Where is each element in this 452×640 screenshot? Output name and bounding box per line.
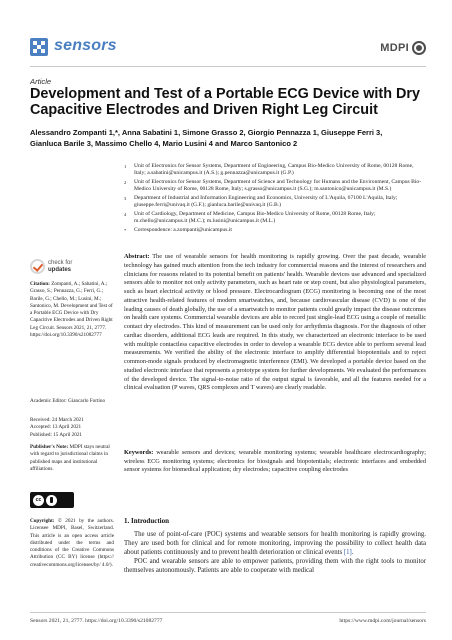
introduction-heading: 1. Introduction — [124, 517, 169, 525]
affiliation-number: 4 — [124, 212, 127, 217]
footer-journal-url[interactable]: https://www.mdpi.com/journal/sensors — [339, 618, 426, 624]
affiliation-item — [124, 211, 426, 226]
author-line-2 — [30, 139, 428, 150]
author-names-line-1: Alessandro Zompanti 1,*, Anna Sabatini 1, Simone Grasso 2, Giorgio Pennazza 1, Giuseppe Ferri 3, — [30, 128, 383, 137]
affiliation-text: Unit of Electronics for Sensor Systems, Department of Engineering, Campus Bio-Medico University of Rome, 00128 Rome, Italy; a.sabatini@unicampus.it (A.S.); g.pennazza@unicampus.it (G.P.) — [134, 163, 414, 177]
abstract — [124, 253, 426, 393]
author-names-line-2: Gianluca Barile 3, Massimo Chello 4, Mario Lusini 4 and Marco Santonico 2 — [30, 138, 298, 148]
copyright-label: Copyright: — [30, 518, 55, 524]
abstract-label: Abstract: — [124, 253, 150, 260]
affiliation-number: 1 — [124, 164, 127, 169]
header-divider — [30, 66, 426, 67]
affiliations — [124, 163, 426, 236]
journal-header — [30, 36, 426, 62]
correspondence-email[interactable]: Correspondence: a.zompanti@unicampus.it — [134, 227, 232, 233]
publisher-note-label: Publisher's Note: — [30, 444, 69, 450]
keywords-label: Keywords: — [124, 449, 154, 456]
affiliation-text: Unit of Electronics for Sensor Systems, Department of Science and Technology for Humans and the Environment, Campus Bio-Medico University of Rome, 00128 Rome, Italy; s.grasso@unicampus.it (S.G.); m.santonico@unicampus.it (M.S.) — [134, 179, 422, 193]
introduction-paragraph-2: POC and wearable sensors are able to empower patients, providing them with the right tools to monitor themselves autonomously. Patients are able to cooperate with medical — [124, 557, 426, 574]
publisher-note-text: MDPI stays neutral with regard to jurisdictional claims in published maps and institutional affiliations. — [30, 444, 110, 472]
footer-divider — [30, 612, 426, 613]
affiliation-number: 3 — [124, 196, 127, 201]
author-list — [30, 128, 428, 149]
affiliation-number: 2 — [124, 180, 127, 185]
copyright-block — [30, 518, 114, 569]
author-line-1 — [30, 128, 428, 139]
affiliation-text: Department of Industrial and Information Engineering and Economics, University of L'Aquila, 67100 L'Aquila, Italy; giuseppe.ferri@univaq.it (G.F.); gianluca.barile@univaq.it (G.B.) — [134, 195, 398, 209]
academic-editor: Academic Editor: Giancarlo Fortino — [30, 398, 106, 404]
publisher-logo[interactable] — [380, 39, 426, 56]
journal-name[interactable]: sensors — [54, 37, 117, 54]
citation-text[interactable]: Zompanti, A.; Sabatini, A.; Grasso, S.; Pennazza, G.; Ferri, G.; Barile, G.; Chello, M.; Lusini, M.; Santonico, M. Development and Test of a Portable ECG Device with Dry Capacitive Electrodes and Driven Right Leg Circuit. Sensors 2021, 21, 2777. https://doi.org/10.3390/s21082777 — [30, 281, 113, 339]
sensors-logo-icon — [30, 38, 48, 56]
received-date: Received: 24 March 2021 — [30, 417, 84, 423]
check-updates-label: check for updates — [48, 260, 73, 273]
footer-citation[interactable]: Sensors 2021, 21, 2777. https://doi.org/10.3390/s21082777 — [30, 618, 163, 624]
abstract-text: The use of wearable sensors for health monitoring is rapidly growing. Over the past decade, wearable technology has gained much attention from the tech industry for commercial reasons and the interest of researchers and clinicians for reasons related to its potential benefit on patients' health. Wearable devices use advanced and specialized sensors able to monitor not only activity parameters, such as heart rate or step count, but also physiological parameters, such as heart electrical activity or blood pressure. Electrocardiogram (ECG) monitoring is becoming one of the most attractive health-related features of modern smartwatches, and, because cardiovascular disease (CVD) is one of the leading causes of death globally, the use of a smartwatch to monitor patients could greatly impact the disease outcomes on health care systems. Commercial wearable devices are able to record just single-lead ECG using a couple of metallic contact dry electrodes. This kind of measurement can be used only for arrhythmia diagnosis. For the diagnosis of other cardiac disorders, additional ECG leads are required. In this study, we characterized an electronic interface to be used with multiple contactless capacitive electrodes in order to develop a wearable ECG device able to perform several lead measurements. We verified the ability of the electronic interface to amplify differential biopotentials and to reject common-mode signals produced by electromagnetic interference (EMI). We developed a portable device based on the studied electronic interface that represents a prototype system for further developments. We evaluated the performances of the developed device. The signal-to-noise ratio of the output signal is favorable, and all the features needed for a clinical evaluation (P waves, QRS complexes and T waves) are clearly readable. — [124, 253, 427, 392]
affiliation-item — [124, 195, 426, 210]
correspondence-mark: * — [124, 228, 127, 233]
citation-label: Citation: — [30, 281, 50, 287]
check-updates-icon — [30, 259, 45, 274]
publisher-name: MDPI — [380, 41, 409, 54]
check-for-updates-button[interactable] — [30, 257, 90, 276]
affiliation-item — [124, 179, 426, 194]
correspondence — [124, 227, 426, 234]
introduction-paragraph-1: The use of point-of-care (POC) systems and wearable sensors for health monitoring is rapidly growing. They are used both for clinical and for remote monitoring, improving the possibility to collect health data about patients continuously and to prevent health deterioration or clinical events [1]. — [124, 531, 426, 556]
citation-block — [30, 281, 114, 339]
keywords — [124, 449, 426, 475]
cc-by-license-badge[interactable] — [30, 492, 74, 508]
accepted-date: Accepted: 13 April 2021 — [30, 424, 82, 431]
article-type: Article — [30, 77, 52, 86]
attribution-icon — [46, 495, 57, 506]
cc-icon: cc — [33, 495, 44, 506]
article-title: Development and Test of a Portable ECG Device with Dry Capacitive Electrodes and Driven Right Leg Circuit — [30, 86, 420, 119]
published-date: Published: 15 April 2021 — [30, 431, 83, 438]
affiliation-text: Unit of Cardiology, Department of Medicine, Campus Bio-Medico University of Rome, 00128 Rome, Italy; m.chello@unicampus.it (M.C.); m.lusini@unicampus.it (M.L.) — [134, 211, 376, 225]
publisher-note — [30, 444, 114, 473]
reference-link[interactable]: [1] — [343, 548, 352, 556]
publication-dates — [30, 417, 114, 439]
publisher-mark-icon — [412, 41, 426, 55]
affiliation-item — [124, 163, 426, 178]
copyright-text: © 2021 by the authors. Licensee MDPI, Basel, Switzerland. This article is an open access article distributed under the terms and conditions of the Creative Commons Attribution (CC BY) license (https:// creativecommons.org/licenses/by/ 4.0/). — [30, 518, 114, 568]
introduction-body — [124, 531, 426, 576]
keywords-text: wearable sensors and devices; wearable monitoring systems; wearable healthcare electrocardiography; wireless ECG monitoring systems; electronics for biosignals and biopotentials; electronic interfaces and embedded sensor systems for biomedical application; dry electrodes; capacitive coupling electrodes — [124, 449, 426, 474]
